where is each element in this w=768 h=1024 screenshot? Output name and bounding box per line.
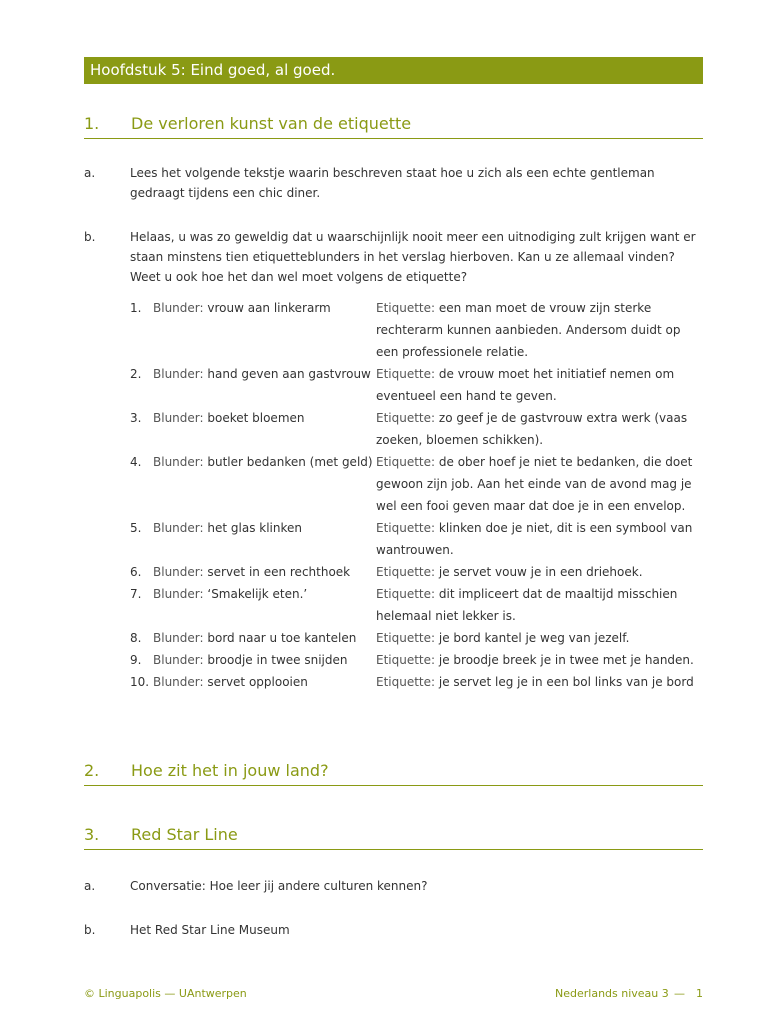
blunder-row bbox=[130, 671, 705, 693]
etiquette-label: Etiquette: bbox=[376, 411, 436, 425]
item-text: Het Red Star Line Museum bbox=[130, 923, 290, 937]
blunder-text: broodje in twee snijden bbox=[207, 653, 348, 667]
section-title: Red Star Line bbox=[131, 825, 238, 844]
blunder-label: Blunder: bbox=[153, 367, 204, 381]
etiquette-label: Etiquette: bbox=[376, 565, 436, 579]
blunder-label: Blunder: bbox=[153, 301, 204, 315]
blunder-text: vrouw aan linkerarm bbox=[207, 301, 331, 315]
etiquette-text: de ober hoef je niet te bedanken, die doet gewoon zijn job. Aan het einde van de avond mag je wel een fooi geven maar dat doe je in een envelop. bbox=[376, 455, 693, 513]
etiquette-label: Etiquette: bbox=[376, 521, 436, 535]
section-number: 1. bbox=[84, 114, 100, 133]
section-heading-2 bbox=[84, 761, 703, 786]
row-number: 7. bbox=[130, 587, 142, 601]
item-letter: a. bbox=[84, 166, 96, 180]
blunder-row bbox=[130, 627, 705, 649]
item-letter: b. bbox=[84, 923, 96, 937]
blunder-label: Blunder: bbox=[153, 411, 204, 425]
etiquette-text: je broodje breek je in twee met je handen. bbox=[438, 653, 694, 667]
blunder-text: hand geven aan gastvrouw bbox=[207, 367, 371, 381]
blunder-text: butler bedanken (met geld) bbox=[207, 455, 373, 469]
row-number: 5. bbox=[130, 521, 142, 535]
item-letter: a. bbox=[84, 879, 96, 893]
blunder-row bbox=[130, 649, 705, 671]
section-number: 2. bbox=[84, 761, 100, 780]
etiquette-text: zo geef je de gastvrouw extra werk (vaas zoeken, bloemen schikken). bbox=[376, 411, 688, 447]
footer-course: Nederlands niveau 3 bbox=[555, 987, 669, 1000]
etiquette-label: Etiquette: bbox=[376, 675, 436, 689]
blunder-label: Blunder: bbox=[153, 653, 204, 667]
blunder-text: boeket bloemen bbox=[207, 411, 305, 425]
section-title: Hoe zit het in jouw land? bbox=[131, 761, 329, 780]
item-text: Helaas, u was zo geweldig dat u waarschijnlijk nooit meer een uitnodiging zult krijgen want er staan minstens tien etiquetteblunders in het verslag hierboven. Kan u ze allemaal vinden? Weet u ook hoe het dan wel moet volgens de etiquette? bbox=[130, 230, 696, 284]
blunder-text: servet in een rechthoek bbox=[207, 565, 351, 579]
etiquette-text: een man moet de vrouw zijn sterke rechterarm kunnen aanbieden. Andersom duidt op een professionele relatie. bbox=[376, 301, 681, 359]
blunder-row bbox=[130, 363, 705, 407]
section-number: 3. bbox=[84, 825, 100, 844]
section-heading-3 bbox=[84, 825, 703, 850]
blunder-row bbox=[130, 517, 705, 561]
blunder-label: Blunder: bbox=[153, 587, 204, 601]
blunder-row bbox=[130, 297, 705, 363]
blunder-text: het glas klinken bbox=[207, 521, 302, 535]
etiquette-label: Etiquette: bbox=[376, 631, 436, 645]
etiquette-label: Etiquette: bbox=[376, 301, 436, 315]
etiquette-text: je servet leg je in een bol links van je bord bbox=[438, 675, 694, 689]
blunder-text: bord naar u toe kantelen bbox=[207, 631, 357, 645]
blunder-label: Blunder: bbox=[153, 631, 204, 645]
row-number: 1. bbox=[130, 301, 142, 315]
blunder-text: servet opplooien bbox=[207, 675, 308, 689]
blunder-row bbox=[130, 451, 705, 517]
item-letter: b. bbox=[84, 230, 96, 244]
etiquette-label: Etiquette: bbox=[376, 367, 436, 381]
blunder-text: ‘Smakelijk eten.’ bbox=[207, 587, 308, 601]
etiquette-text: klinken doe je niet, dit is een symbool van wantrouwen. bbox=[376, 521, 693, 557]
row-number: 10. bbox=[130, 675, 150, 689]
etiquette-label: Etiquette: bbox=[376, 587, 436, 601]
row-number: 6. bbox=[130, 565, 142, 579]
blunder-label: Blunder: bbox=[153, 521, 204, 535]
row-number: 9. bbox=[130, 653, 142, 667]
footer-separator: — bbox=[674, 987, 685, 1000]
row-number: 2. bbox=[130, 367, 142, 381]
blunder-label: Blunder: bbox=[153, 455, 204, 469]
page-number: 1 bbox=[696, 987, 703, 1000]
item-text: Lees het volgende tekstje waarin beschreven staat hoe u zich als een echte gentleman gedraagt tijdens een chic diner. bbox=[130, 166, 655, 200]
blunder-row bbox=[130, 407, 705, 451]
row-number: 8. bbox=[130, 631, 142, 645]
chapter-title: Hoofdstuk 5: Eind goed, al goed. bbox=[84, 57, 703, 84]
section-heading-1 bbox=[84, 114, 703, 139]
etiquette-text: je servet vouw je in een driehoek. bbox=[438, 565, 643, 579]
etiquette-label: Etiquette: bbox=[376, 455, 436, 469]
row-number: 4. bbox=[130, 455, 142, 469]
footer-copyright: © Linguapolis — UAntwerpen bbox=[84, 987, 247, 1000]
etiquette-label: Etiquette: bbox=[376, 653, 436, 667]
etiquette-text: dit impliceert dat de maaltijd misschien helemaal niet lekker is. bbox=[376, 587, 678, 623]
blunder-row bbox=[130, 561, 705, 583]
item-text: Conversatie: Hoe leer jij andere culturen kennen? bbox=[130, 879, 428, 893]
section-title: De verloren kunst van de etiquette bbox=[131, 114, 412, 133]
blunder-row bbox=[130, 583, 705, 627]
blunder-label: Blunder: bbox=[153, 675, 204, 689]
etiquette-text: je bord kantel je weg van jezelf. bbox=[438, 631, 630, 645]
blunder-list bbox=[130, 297, 705, 693]
etiquette-text: de vrouw moet het initiatief nemen om eventueel een hand te geven. bbox=[376, 367, 675, 403]
row-number: 3. bbox=[130, 411, 142, 425]
blunder-label: Blunder: bbox=[153, 565, 204, 579]
